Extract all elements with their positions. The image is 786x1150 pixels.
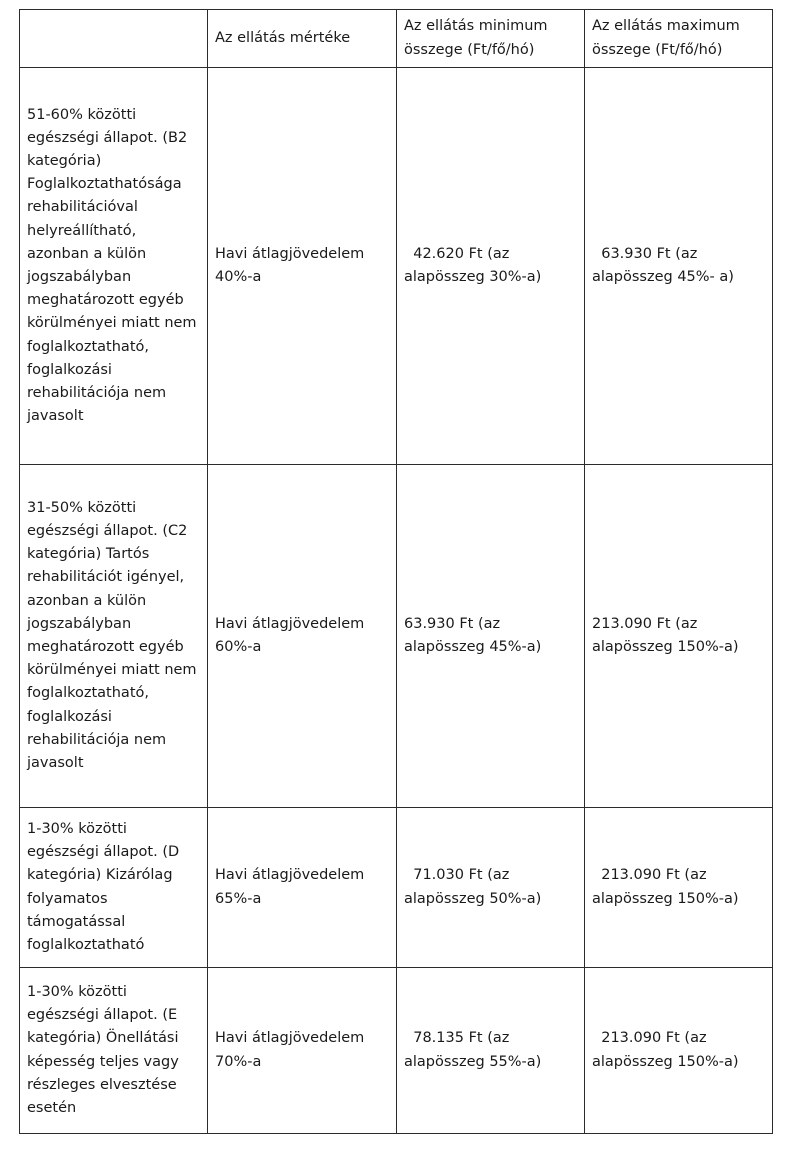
header-rate: Az ellátás mértéke xyxy=(208,10,397,68)
header-minimum: Az ellátás minimum összege (Ft/fő/hó) xyxy=(397,10,585,68)
rate-cell: Havi átlagjövedelem 40%-a xyxy=(208,68,397,465)
maximum-cell: 213.090 Ft (az alapösszeg 150%-a) xyxy=(585,968,773,1134)
benefit-table xyxy=(19,9,773,1134)
rate-cell: Havi átlagjövedelem 65%-a xyxy=(208,808,397,968)
table-row xyxy=(20,68,773,465)
category-cell: 1-30% közötti egészségi állapot. (E kategória) Önellátási képesség teljes vagy részleges elvesztése esetén xyxy=(20,968,208,1134)
minimum-cell: 78.135 Ft (az alapösszeg 55%-a) xyxy=(397,968,585,1134)
header-empty-cell xyxy=(20,10,208,68)
table-row xyxy=(20,465,773,808)
maximum-cell: 213.090 Ft (az alapösszeg 150%-a) xyxy=(585,465,773,808)
header-maximum: Az ellátás maximum összege (Ft/fő/hó) xyxy=(585,10,773,68)
rate-cell: Havi átlagjövedelem 70%-a xyxy=(208,968,397,1134)
category-cell: 1-30% közötti egészségi állapot. (D kategória) Kizárólag folyamatos támogatással foglalkoztatható xyxy=(20,808,208,968)
minimum-cell: 42.620 Ft (az alapösszeg 30%-a) xyxy=(397,68,585,465)
table-row xyxy=(20,808,773,968)
minimum-cell: 71.030 Ft (az alapösszeg 50%-a) xyxy=(397,808,585,968)
maximum-cell: 63.930 Ft (az alapösszeg 45%- a) xyxy=(585,68,773,465)
minimum-cell: 63.930 Ft (az alapösszeg 45%-a) xyxy=(397,465,585,808)
table-row xyxy=(20,968,773,1134)
category-cell: 31-50% közötti egészségi állapot. (C2 kategória) Tartós rehabilitációt igényel, azonban a külön jogszabályban meghatározott egyéb körülményei miatt nem foglalkoztatható, foglalkozási rehabilitációja nem javasolt xyxy=(20,465,208,808)
category-cell: 51-60% közötti egészségi állapot. (B2 kategória) Foglalkoztathatósága rehabilitációval helyreállítható, azonban a külön jogszabályban meghatározott egyéb körülményei miatt nem foglalkoztatható, foglalkozási rehabilitációja nem javasolt xyxy=(20,68,208,465)
table-header-row xyxy=(20,10,773,68)
rate-cell: Havi átlagjövedelem 60%-a xyxy=(208,465,397,808)
maximum-cell: 213.090 Ft (az alapösszeg 150%-a) xyxy=(585,808,773,968)
